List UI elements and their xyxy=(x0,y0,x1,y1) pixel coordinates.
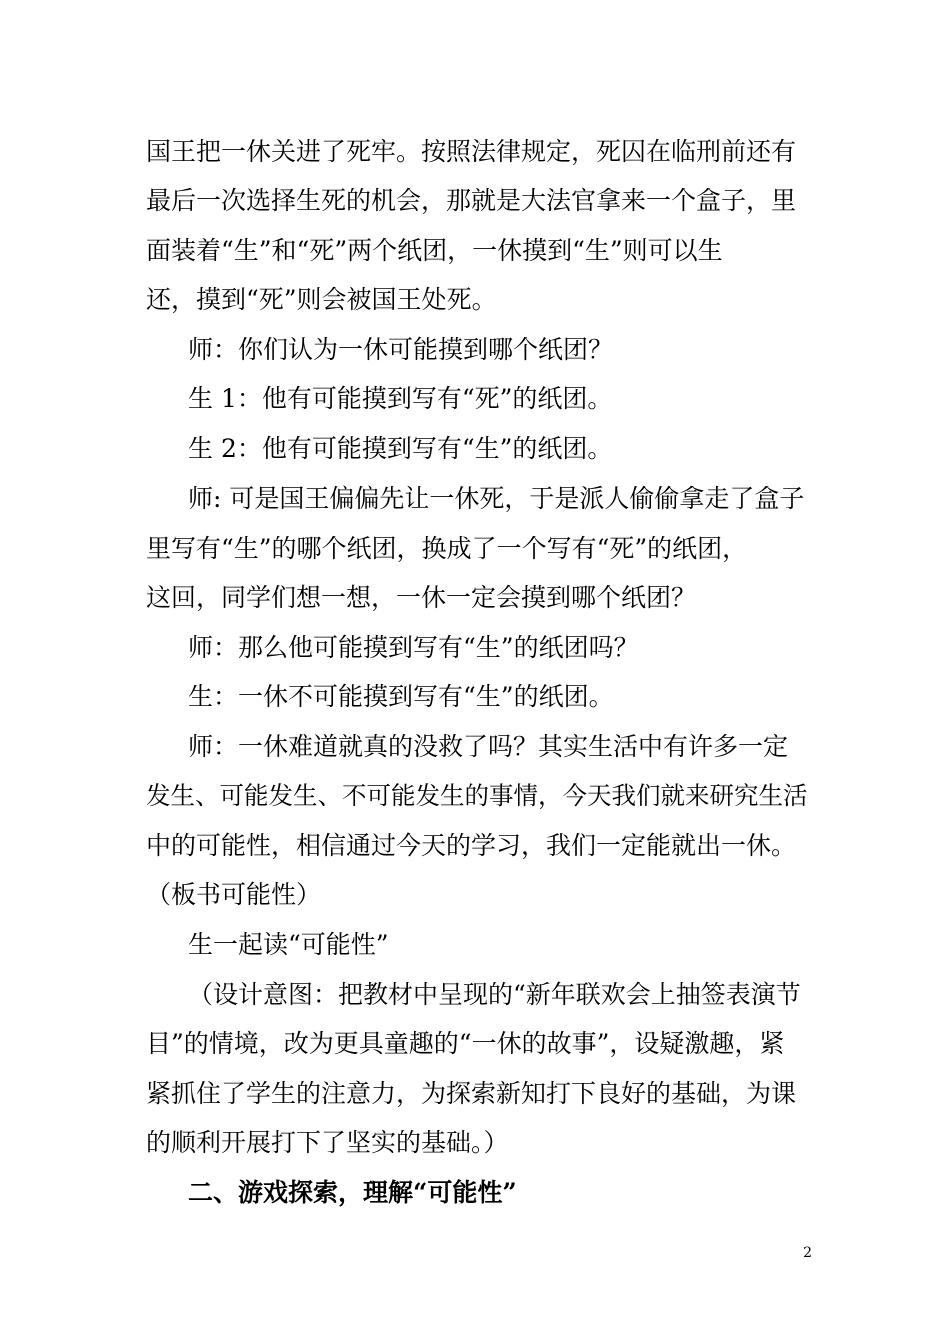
text-line-3: 面装着“生”和“死”两个纸团，一休摸到“生”则可以生 xyxy=(146,236,723,265)
page-number: 2 xyxy=(803,1245,812,1261)
section-heading: 二、游戏探索，理解“可能性” xyxy=(188,1178,517,1207)
text-line-16: （板书可能性） xyxy=(146,880,322,909)
text-line-18: （设计意图：把教材中呈现的“新年联欢会上抽签表演节 xyxy=(188,980,801,1009)
text-line-19: 目”的情境，改为更具童趣的“一休的故事”，设疑激趣，紧 xyxy=(146,1029,785,1058)
text-line-12: 生：一休不可能摸到写有“生”的纸团。 xyxy=(188,682,614,711)
text-line-9: 里写有“生”的哪个纸团，换成了一个写有“死”的纸团， xyxy=(146,534,748,563)
text-line-8: 师: 可是国王偏偏先让一休死，于是派人偷偷拿走了盒子 xyxy=(188,484,805,513)
text-line-21: 的顺利开展打下了坚实的基础。） xyxy=(146,1128,509,1157)
text-line-1: 国王把一休关进了死牢。按照法律规定，死囚在临刑前还有 xyxy=(146,137,797,166)
text-line-5: 师：你们认为一休可能摸到哪个纸团？ xyxy=(188,335,614,364)
text-line-10: 这回，同学们想一想，一休一定会摸到哪个纸团？ xyxy=(146,583,697,612)
text-line-4: 还，摸到“死”则会被国王处死。 xyxy=(146,285,497,314)
text-line-7: 生 2：他有可能摸到写有“生”的纸团。 xyxy=(188,434,613,463)
text-line-14: 发生、可能发生、不可能发生的事情，今天我们就来研究生活 xyxy=(146,781,808,810)
text-line-13: 师：一休难道就真的没救了吗？其实生活中有许多一定 xyxy=(188,732,789,761)
text-line-6: 生 1：他有可能摸到写有“死”的纸团。 xyxy=(188,384,613,413)
text-line-11: 师：那么他可能摸到写有“生”的纸团吗？ xyxy=(188,633,639,662)
text-line-15: 中的可能性，相信通过今天的学习，我们一定能就出一休。 xyxy=(146,831,797,860)
text-line-17: 生一起读“可能性” xyxy=(188,930,389,959)
text-line-20: 紧抓住了学生的注意力，为探索新知打下良好的基础，为课 xyxy=(146,1079,797,1108)
text-line-2: 最后一次选择生死的机会，那就是大法官拿来一个盒子，里 xyxy=(146,186,797,215)
